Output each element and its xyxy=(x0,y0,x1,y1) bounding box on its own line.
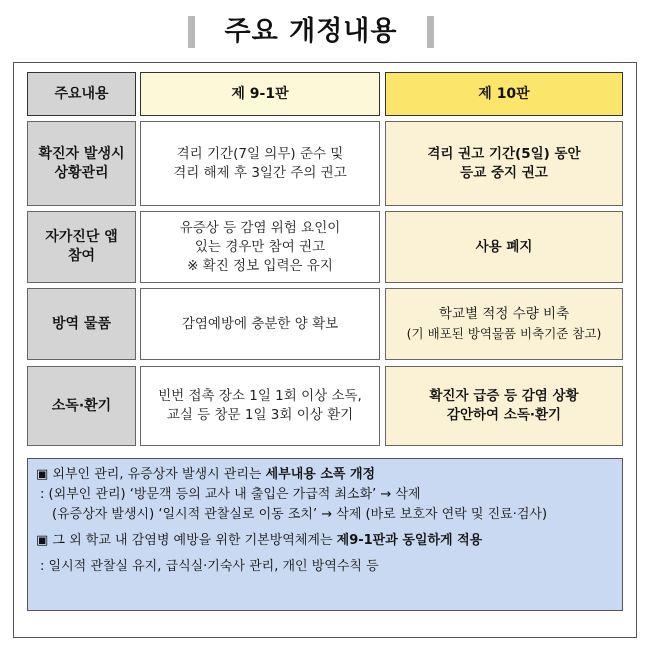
header-old-edition xyxy=(140,72,380,116)
row-old-line: 빈번 접촉 장소 1일 1회 이상 소독, xyxy=(158,388,362,404)
header-category-label: 주요내용 xyxy=(54,85,109,102)
row-old-line: 있는 경우만 참여 권고 xyxy=(194,238,326,255)
row-old-line: 격리 기간(7일 의무) 준수 및 xyxy=(176,145,344,162)
row-category-line: 상황관리 xyxy=(54,164,109,181)
row-old-content xyxy=(140,211,380,283)
row-old-content xyxy=(140,288,380,360)
note-emphasis: 세부내용 소폭 개정 xyxy=(265,467,376,482)
row-new-content xyxy=(385,211,623,283)
row-new-content xyxy=(385,288,623,360)
row-category xyxy=(27,288,136,360)
header-category xyxy=(27,72,136,116)
title-decoration-right xyxy=(427,16,434,48)
note-detail: : (외부인 관리) ‘방문객 등의 교사 내 출입은 가급적 최소화’ → 삭제 xyxy=(40,487,421,502)
row-new-line: 사용 폐지 xyxy=(475,238,533,255)
row-category xyxy=(27,121,136,206)
row-category-line: 소독·환기 xyxy=(51,397,112,414)
row-new-line: 학교별 적정 수량 비축 xyxy=(438,306,570,322)
notes-box xyxy=(27,458,623,611)
row-category xyxy=(27,211,136,283)
row-category-line: 자가진단 앱 xyxy=(45,229,118,245)
row-old-content xyxy=(140,366,380,446)
row-old-content xyxy=(140,121,380,206)
header-old-label: 제 9-1판 xyxy=(231,85,289,102)
note-text: ▣ 그 외 학교 내 감염병 예방을 위한 기본방역체계는 xyxy=(36,533,337,548)
row-old-line: ※ 확진 정보 입력은 유지 xyxy=(187,257,333,274)
row-new-line: 격리 권고 기간(5일) 동안 xyxy=(427,145,581,162)
row-new-line: 감안하여 소독·환기 xyxy=(446,407,562,423)
row-new-line: 확진자 급증 등 감염 상황 xyxy=(429,388,579,404)
row-new-content xyxy=(385,121,623,206)
page-title: 주요 개정내용 xyxy=(224,16,398,47)
note-detail: : 일시적 관찰실 유지, 급식실·기숙사 관리, 개인 방역수칙 등 xyxy=(40,559,379,574)
title-block xyxy=(188,12,434,54)
row-new-line: (기 배포된 방역물품 비축기준 참고) xyxy=(406,326,602,341)
row-new-line: 등교 중지 권고 xyxy=(460,164,548,181)
header-new-label: 제 10판 xyxy=(478,85,530,102)
note-item xyxy=(36,531,614,551)
row-old-line: 격리 해제 후 3일간 주의 권고 xyxy=(173,164,347,181)
row-old-line: 감염예방에 충분한 양 확보 xyxy=(181,315,339,332)
row-category-line: 방역 물품 xyxy=(52,315,111,332)
row-category-line: 확진자 발생시 xyxy=(38,145,125,162)
note-text: ▣ 외부인 관리, 유증상자 발생시 관리는 xyxy=(36,467,266,482)
note-item xyxy=(36,465,614,485)
row-old-line: 교실 등 창문 1일 3회 이상 환기 xyxy=(166,407,354,423)
header-new-edition xyxy=(385,72,623,116)
note-detail: (유증상자 발생시) ‘일시적 관찰실로 이동 조치’ → 삭제 (바로 보호자 연락 및 진료·검사) xyxy=(52,507,548,522)
row-category-line: 참여 xyxy=(67,248,96,264)
row-new-content xyxy=(385,366,623,446)
row-category xyxy=(27,366,136,446)
row-old-line: 유증상 등 감염 위험 요인이 xyxy=(179,219,341,236)
note-emphasis: 제9-1판과 동일하게 적용 xyxy=(336,533,483,548)
